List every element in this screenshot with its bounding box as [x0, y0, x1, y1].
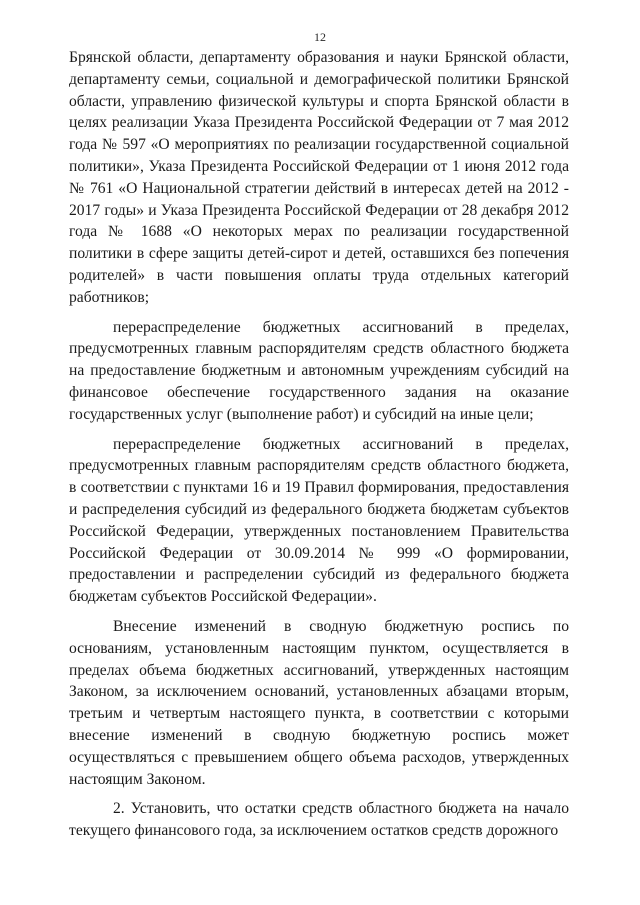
paragraph-item-2: 2. Установить, что остатки средств областного бюджета на начало текущего финансового года, за исключением остатков средств дорожного — [69, 800, 569, 840]
page-number: 12 — [314, 30, 326, 44]
paragraph-reallocation-subsidies: перераспределение бюджетных ассигнований в пределах, предусмотренных главным распорядителям средств областного бюджета на предоставление бюджетным и автономным учреждениям субсидий на финансовое обеспечение государственного задания на оказание государственных услуг (выполнение работ) и субсидий на иные цели; — [69, 318, 569, 423]
paragraph-continuation: Брянской области, департаменту образования и науки Брянской области, департаменту семьи, социальной и демографической политики Брянской области, управлению физической культуры и спорта Брянской области в целях реализации Указа Президента Российской Федерации от 7 мая 2012 года № 597 «О мероприятиях по реализации государственной социальной политики», Указа Президента Российской Федерации от 1 июня 2012 года № 761 «О Национальной стратегии действий в интересах детей на 2012 - 2017 годы» и Указа Президента Российской Федерации от 28 декабря 2012 года № 1688 «О некоторых мерах по реализации государственной политики в сфере защиты детей-сирот и детей, оставшихся без попечения родителей» в части повышения оплаты труда отдельных категорий работников; — [69, 49, 569, 306]
document-body — [69, 47, 569, 842]
paragraph-reallocation-federal-rules: перераспределение бюджетных ассигнований в пределах, предусмотренных главным распорядителям средств областного бюджета, в соответствии с пунктами 16 и 19 Правил формирования, предоставления и распределения субсидий из федерального бюджета бюджетам субъектов Российской Федерации, утвержденных постановлением Правительства Российской Федерации от 30.09.2014 № 999 «О формировании, предоставлении и распределении субсидий из федерального бюджета бюджетам субъектов Российской Федерации». — [69, 435, 569, 606]
paragraph-budget-changes: Внесение изменений в сводную бюджетную роспись по основаниям, установленным настоящим пунктом, осуществляется в пределах объема бюджетных ассигнований, утвержденных настоящим Законом, за исключением оснований, установленных абзацами вторым, третьим и четвертым настоящего пункта, в соответствии с которыми внесение изменений в сводную бюджетную роспись может осуществляться с превышением общего объема расходов, утвержденных настоящим Законом. — [69, 617, 569, 788]
